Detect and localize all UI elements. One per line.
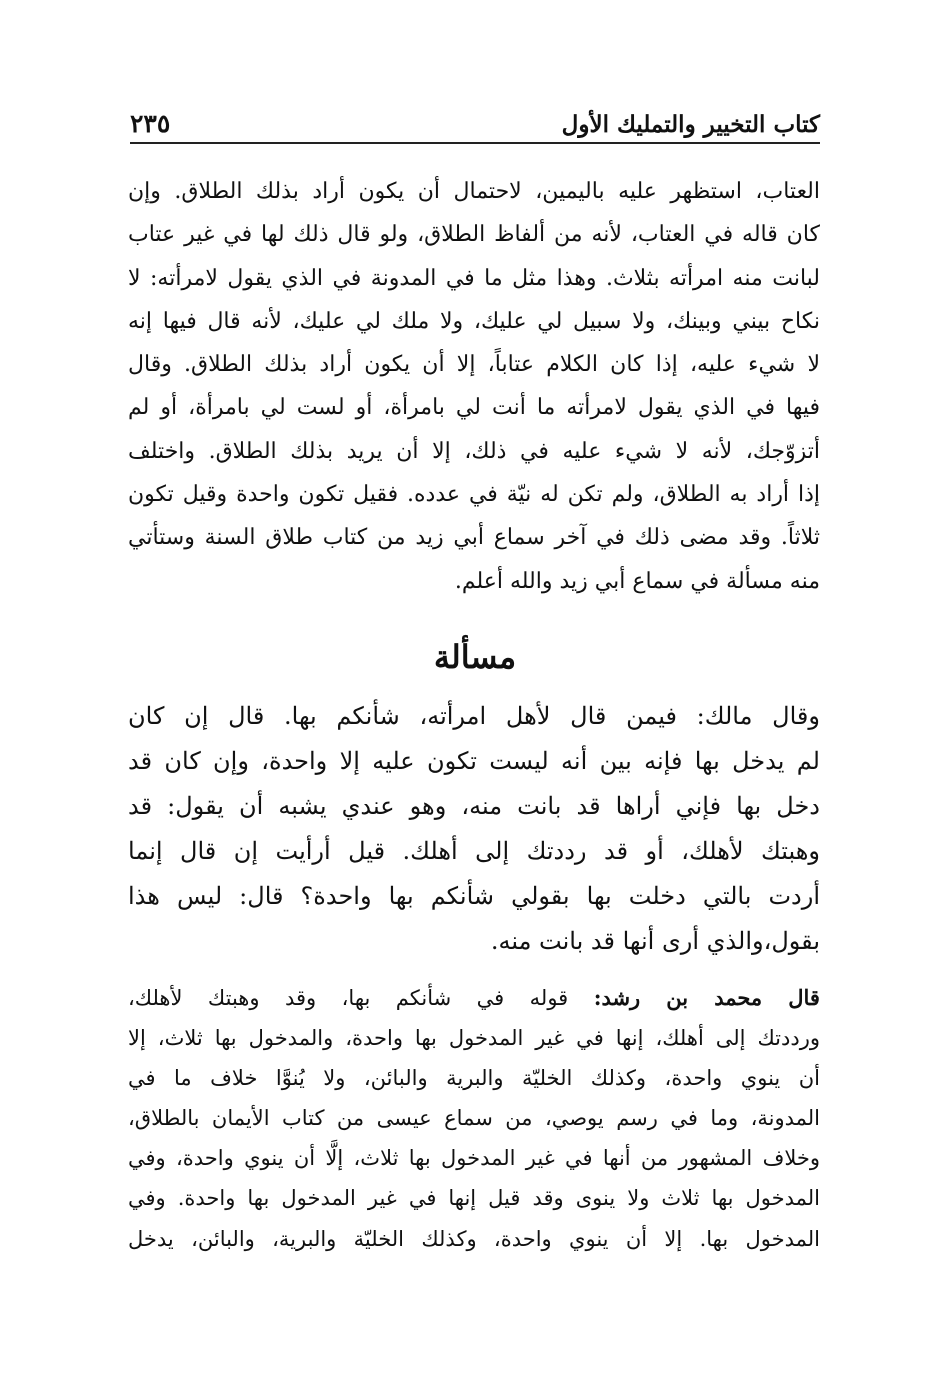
- text-line: المدونة، وما في رسم يوصي، من سماع عيسى من كتاب الأيمان بالطلاق،: [128, 1106, 820, 1131]
- commentator-lead: قال محمد بن رشد:: [593, 985, 820, 1010]
- paragraph-3: [128, 978, 820, 1259]
- text-line: لا شيء عليه، إذا كان الكلام عتاباً، إلا أن يكون أراد بذلك الطلاق. وقال: [128, 352, 820, 378]
- header-title: كتاب التخيير والتمليك الأول: [561, 111, 820, 138]
- text-line: أتزوّجك، لأنه لا شيء عليه في ذلك، إلا أن يريد بذلك الطلاق. واختلف: [128, 438, 820, 464]
- page-number: ٢٣٥: [130, 109, 171, 138]
- section-heading: مسألة: [433, 638, 517, 676]
- text-line: أن ينوي واحدة، وكذلك الخليّة والبرية والبائن، ولا يُنوَّا خلاف ما في: [128, 1066, 820, 1091]
- text-line: لم يدخل بها فإنه بين أنه ليست تكون عليه إلا واحدة، وإن كان قد: [128, 747, 820, 775]
- paragraph-2: [128, 694, 820, 964]
- text-line: ورددتك إلى أهلك، إنها في غير المدخول بها واحدة، والمدخول بها ثلاث، إلا: [128, 1026, 820, 1051]
- paragraph-1: [128, 170, 820, 603]
- text-line: وقال مالك: فيمن قال لأهل امرأته، شأنكم بها. قال إن كان: [128, 702, 820, 730]
- text-line: أردت بالتي دخلت بها بقولي شأنكم بها واحدة؟ قال: ليس هذا: [128, 882, 820, 910]
- text-fragment: قوله في شأنكم بها، وقد وهبتك لأهلك،: [128, 986, 569, 1010]
- text-line: فيها في الذي يقول لامرأته ما أنت لي بامرأة، أو لست لي بامرأة، أو لم: [128, 395, 820, 421]
- text-line: منه مسألة في سماع أبي زيد والله أعلم.: [454, 568, 820, 594]
- text-line: نكاح بيني وبينك، ولا سبيل لي عليك، ولا ملك لي عليك، لأنه قال فيها إنه: [128, 308, 820, 334]
- text-line: وخلاف المشهور من أنها في غير المدخول بها ثلاث، إلَّا أن ينوي واحدة، وفي: [128, 1146, 820, 1171]
- text-line: المدخول بها ثلاث ولا ينوى وقد قيل إنها في غير المدخول بها واحدة. وفي: [128, 1186, 820, 1211]
- text-line: دخل بها فإني أراها قد بانت منه، وهو عندي يشبه أن يقول: قد: [128, 792, 820, 820]
- text-line: إذا أراد به الطلاق، ولم تكن له نيّة في عدده. فقيل تكون واحدة وقيل تكون: [128, 482, 820, 508]
- text-line: المدخول بها. إلا أن ينوي واحدة، وكذلك الخليّة والبرية، والبائن، يدخل: [128, 1226, 820, 1251]
- text-line: وهبتك لأهلك، أو قد رددتك إلى أهلك. قيل أرأيت إن قال إنما: [128, 837, 820, 865]
- text-line: لبانت منه امرأته بثلاث. وهذا مثل ما في المدونة في الذي يقول لامرأته: لا: [128, 265, 820, 291]
- text-line: كان قاله في العتاب، لأنه من ألفاظ الطلاق، ولو قال ذلك لها في غير عتاب: [128, 222, 820, 248]
- running-header: [130, 96, 820, 144]
- text-line: بقول،والذي أرى أنها قد بانت منه.: [490, 927, 820, 955]
- text-line: العتاب، استظهر عليه باليمين، لاحتمال أن يكون أراد بذلك الطلاق. وإن: [128, 179, 820, 204]
- text-line: [128, 978, 820, 1018]
- text-line: ثلاثاً. وقد مضى ذلك في آخر سماع أبي زيد من كتاب طلاق السنة وستأتي: [128, 525, 820, 551]
